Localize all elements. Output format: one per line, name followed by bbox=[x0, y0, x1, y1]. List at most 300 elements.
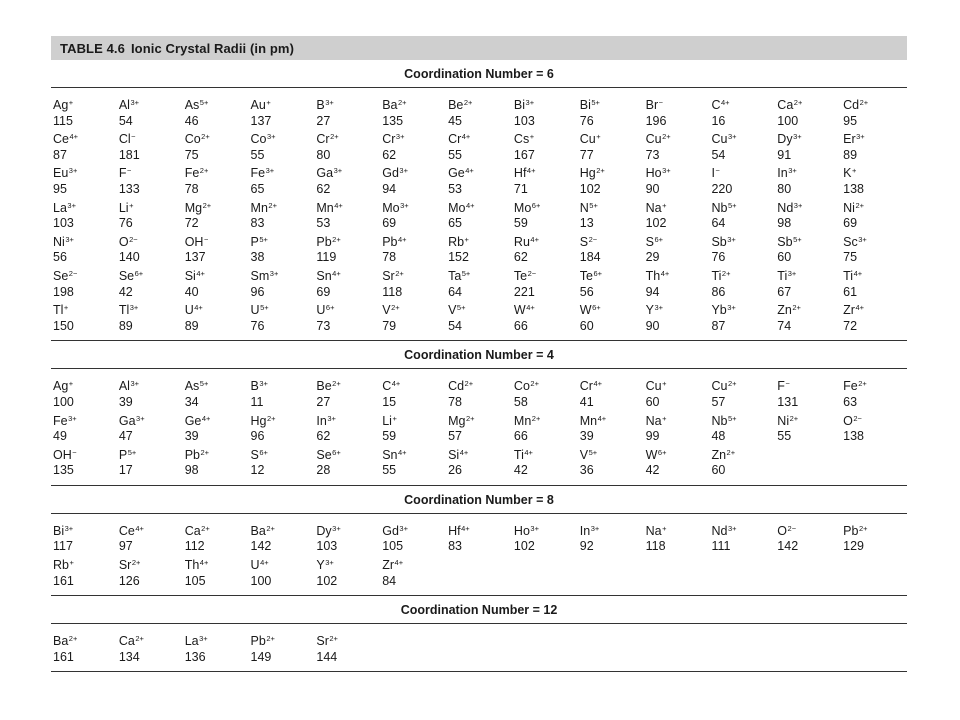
element-symbol: Hf bbox=[448, 523, 461, 538]
radius-value: 89 bbox=[118, 318, 133, 333]
ion-cell bbox=[841, 198, 907, 232]
ion-symbol bbox=[580, 445, 644, 464]
ion-cell bbox=[709, 129, 775, 163]
radius-value: 142 bbox=[777, 539, 799, 554]
ion-cell bbox=[512, 266, 578, 300]
radius-value: 98 bbox=[777, 216, 792, 231]
element-symbol: B bbox=[316, 98, 325, 112]
radius-value: 55 bbox=[448, 147, 462, 162]
table-body bbox=[51, 60, 907, 672]
radius-value: 39 bbox=[184, 429, 199, 444]
ion-cell bbox=[314, 163, 380, 197]
ion-symbol bbox=[448, 300, 512, 319]
element-symbol: Ho bbox=[645, 166, 662, 181]
radius-value: 53 bbox=[448, 181, 462, 196]
ion-charge: 3+ bbox=[67, 200, 76, 210]
element-symbol: Cr bbox=[382, 132, 396, 147]
ion-cell bbox=[446, 411, 512, 445]
radius-value: 161 bbox=[53, 573, 74, 588]
element-symbol: Sn bbox=[316, 268, 332, 283]
ion-charge: 2+ bbox=[858, 523, 868, 533]
element-symbol: Mo bbox=[448, 200, 466, 215]
element-symbol: Ge bbox=[448, 166, 465, 181]
radius-value: 79 bbox=[382, 318, 397, 333]
radius-value: 69 bbox=[316, 284, 331, 299]
ion-symbol bbox=[119, 631, 183, 650]
ion-charge: 4+ bbox=[530, 234, 539, 244]
radius-value: 102 bbox=[579, 181, 601, 196]
table-label: TABLE 4.6 bbox=[60, 40, 125, 56]
element-symbol: Te bbox=[513, 268, 528, 283]
section-header: Coordination Number = 12 bbox=[51, 596, 907, 624]
ion-cell bbox=[644, 411, 710, 445]
ion-charge: 2+ bbox=[268, 200, 277, 210]
ion-cell bbox=[314, 411, 380, 445]
element-symbol: Pb bbox=[184, 447, 200, 462]
element-symbol: As bbox=[184, 379, 200, 394]
ion-symbol bbox=[382, 445, 446, 464]
ion-charge: 2+ bbox=[266, 523, 275, 533]
element-symbol: Fe bbox=[53, 413, 68, 428]
ion-charge: 5+ bbox=[589, 200, 598, 210]
ion-cell bbox=[314, 445, 380, 479]
ion-cell bbox=[775, 129, 841, 163]
ion-charge: + bbox=[662, 523, 667, 533]
radius-value: 152 bbox=[448, 250, 469, 265]
ion-cell bbox=[380, 555, 446, 589]
element-symbol: Pb bbox=[316, 234, 332, 249]
ion-charge: 6+ bbox=[325, 303, 335, 313]
element-symbol: Y bbox=[645, 303, 654, 318]
ion-charge: 2− bbox=[588, 234, 598, 244]
element-symbol: Sb bbox=[777, 234, 793, 249]
element-symbol: Na bbox=[645, 200, 662, 215]
radius-value: 138 bbox=[843, 429, 864, 444]
ion-symbol bbox=[580, 232, 644, 251]
element-symbol: Co bbox=[513, 379, 530, 394]
radius-value: 72 bbox=[843, 318, 858, 333]
ion-symbol bbox=[53, 376, 117, 395]
ion-symbol bbox=[185, 300, 249, 319]
section-grid bbox=[51, 514, 907, 596]
radius-value: 87 bbox=[711, 318, 726, 333]
radius-value: 118 bbox=[382, 284, 403, 299]
element-symbol: N bbox=[579, 200, 589, 215]
ion-cell bbox=[51, 266, 117, 300]
ion-symbol bbox=[843, 95, 907, 114]
radius-value: 80 bbox=[316, 147, 331, 162]
ion-cell bbox=[51, 198, 117, 232]
ion-symbol bbox=[185, 521, 249, 540]
ion-symbol bbox=[382, 266, 446, 285]
ion-cell bbox=[117, 266, 183, 300]
element-symbol: Na bbox=[645, 523, 662, 538]
radius-value: 83 bbox=[250, 216, 265, 231]
ion-charge: 3+ bbox=[64, 523, 74, 533]
ion-cell bbox=[183, 163, 249, 197]
radius-value: 28 bbox=[316, 463, 331, 478]
ion-symbol bbox=[185, 376, 249, 395]
ion-charge: 4+ bbox=[526, 166, 536, 176]
radius-value: 100 bbox=[53, 394, 74, 409]
ion-cell bbox=[380, 300, 446, 334]
ion-cell bbox=[578, 521, 644, 555]
element-symbol: Co bbox=[250, 132, 267, 147]
element-symbol: OH bbox=[184, 234, 204, 249]
element-symbol: Y bbox=[316, 558, 325, 573]
element-symbol: Cu bbox=[579, 132, 596, 147]
element-symbol: Sr bbox=[382, 268, 395, 283]
radius-value: 135 bbox=[382, 113, 404, 128]
ion-cell bbox=[512, 300, 578, 334]
radius-value: 13 bbox=[579, 216, 594, 231]
radius-value: 118 bbox=[645, 539, 666, 554]
ion-charge: − bbox=[72, 447, 77, 457]
section-header: Coordination Number = 8 bbox=[51, 486, 907, 514]
ion-cell bbox=[775, 521, 841, 555]
ion-symbol bbox=[514, 198, 578, 217]
element-symbol: Ba bbox=[53, 634, 69, 649]
element-symbol: Gd bbox=[382, 523, 399, 538]
ion-symbol bbox=[646, 445, 710, 464]
element-symbol: S bbox=[579, 234, 589, 249]
ion-cell bbox=[314, 232, 380, 266]
radius-value: 112 bbox=[184, 539, 205, 554]
ion-symbol bbox=[119, 521, 183, 540]
ion-cell bbox=[380, 521, 446, 555]
ion-charge: 3+ bbox=[129, 303, 139, 313]
ion-cell bbox=[644, 376, 710, 410]
ion-charge: − bbox=[785, 379, 790, 389]
ion-charge: 2+ bbox=[463, 98, 473, 107]
element-symbol: Rb bbox=[53, 558, 69, 573]
ion-cell bbox=[841, 163, 907, 197]
ion-charge: 3+ bbox=[68, 413, 77, 423]
ion-charge: 3+ bbox=[400, 200, 409, 210]
ion-symbol bbox=[53, 266, 117, 285]
ion-symbol bbox=[316, 555, 380, 574]
radius-value: 66 bbox=[513, 429, 528, 444]
radius-value: 73 bbox=[316, 318, 331, 333]
element-symbol: Bi bbox=[513, 98, 526, 112]
table-title: Ionic Crystal Radii (in pm) bbox=[130, 40, 295, 56]
ion-symbol bbox=[382, 300, 446, 319]
ion-cell bbox=[775, 411, 841, 445]
element-symbol: Mn bbox=[250, 200, 268, 215]
radius-value: 73 bbox=[645, 147, 660, 162]
element-symbol: Sm bbox=[250, 268, 270, 283]
radius-value: 96 bbox=[250, 429, 265, 444]
ion-charge: 4+ bbox=[593, 379, 603, 389]
ion-symbol bbox=[316, 445, 380, 464]
radius-value: 75 bbox=[184, 147, 199, 162]
element-symbol: W bbox=[579, 303, 592, 318]
ion-charge: 4+ bbox=[398, 447, 407, 457]
element-symbol: Sn bbox=[382, 447, 398, 462]
ion-charge: 3+ bbox=[525, 98, 535, 107]
radius-value: 16 bbox=[711, 113, 726, 128]
ion-charge: 2+ bbox=[330, 132, 339, 142]
radius-value: 64 bbox=[448, 284, 462, 299]
element-symbol: In bbox=[316, 413, 327, 428]
ion-symbol bbox=[185, 198, 249, 217]
ion-charge: 5+ bbox=[727, 200, 737, 210]
ion-symbol bbox=[119, 445, 183, 464]
ion-cell bbox=[446, 232, 512, 266]
ion-cell bbox=[314, 198, 380, 232]
radius-value: 60 bbox=[711, 463, 726, 478]
ion-charge: 4+ bbox=[334, 200, 343, 210]
radius-value: 102 bbox=[513, 539, 535, 554]
ion-charge: 2+ bbox=[398, 98, 407, 107]
ion-symbol bbox=[185, 95, 249, 114]
radius-value: 94 bbox=[645, 284, 660, 299]
ion-cell bbox=[117, 555, 183, 589]
ion-symbol bbox=[119, 129, 183, 148]
ion-cell bbox=[446, 95, 512, 129]
ion-symbol bbox=[316, 631, 380, 650]
ion-charge: 4+ bbox=[199, 558, 209, 568]
ion-charge: 3+ bbox=[727, 303, 736, 313]
radius-value: 57 bbox=[711, 394, 726, 409]
ion-symbol bbox=[448, 95, 512, 114]
ion-cell bbox=[775, 376, 841, 410]
ion-symbol bbox=[646, 521, 710, 540]
element-symbol: Sr bbox=[316, 634, 329, 649]
ion-charge: 3+ bbox=[65, 234, 74, 244]
ion-symbol bbox=[514, 411, 578, 430]
ion-charge: 4+ bbox=[332, 268, 341, 278]
ion-cell bbox=[314, 555, 380, 589]
ion-charge: 2− bbox=[129, 234, 138, 244]
radius-value: 135 bbox=[53, 463, 74, 478]
ion-charge: 4+ bbox=[461, 523, 470, 533]
ion-charge: 2+ bbox=[200, 447, 210, 457]
ion-symbol bbox=[514, 129, 578, 148]
radius-value: 62 bbox=[513, 250, 528, 265]
element-symbol: Nd bbox=[711, 523, 728, 538]
ion-symbol bbox=[777, 376, 841, 395]
radius-value: 134 bbox=[118, 649, 140, 664]
radius-value: 149 bbox=[250, 649, 272, 664]
ion-charge: 3+ bbox=[654, 303, 664, 313]
ion-cell bbox=[841, 411, 907, 445]
radius-value: 100 bbox=[777, 113, 799, 128]
element-symbol: P bbox=[118, 447, 128, 462]
ion-charge: 3+ bbox=[267, 132, 276, 142]
radius-value: 48 bbox=[711, 429, 726, 444]
ion-charge: + bbox=[662, 413, 667, 423]
ion-cell bbox=[183, 300, 249, 334]
ion-charge: 4+ bbox=[526, 303, 535, 313]
ion-charge: 2+ bbox=[68, 634, 78, 644]
radius-value: 136 bbox=[184, 649, 206, 664]
ion-symbol bbox=[316, 300, 380, 319]
radius-value: 137 bbox=[184, 250, 206, 265]
element-symbol: Ge bbox=[184, 413, 202, 428]
radius-value: 117 bbox=[53, 539, 73, 554]
ion-symbol bbox=[448, 411, 512, 430]
ion-charge: 3+ bbox=[727, 132, 737, 142]
ion-cell bbox=[183, 232, 249, 266]
element-symbol: U bbox=[250, 558, 260, 573]
ion-symbol bbox=[514, 521, 578, 540]
ion-cell bbox=[775, 300, 841, 334]
ion-cell bbox=[51, 555, 117, 589]
radius-value: 45 bbox=[448, 113, 462, 128]
ion-symbol bbox=[580, 376, 644, 395]
element-symbol: Cr bbox=[448, 132, 462, 147]
element-symbol: Bi bbox=[53, 523, 65, 538]
ion-cell bbox=[51, 521, 117, 555]
element-symbol: Th bbox=[645, 268, 661, 283]
ion-charge: 2+ bbox=[859, 98, 869, 107]
ion-cell bbox=[314, 300, 380, 334]
element-symbol: In bbox=[579, 523, 591, 538]
ion-symbol bbox=[185, 555, 249, 574]
ion-symbol bbox=[119, 376, 183, 395]
radius-value: 39 bbox=[118, 394, 133, 409]
element-symbol: Be bbox=[448, 98, 464, 112]
ion-charge: 4+ bbox=[597, 413, 607, 423]
ion-symbol bbox=[251, 266, 315, 285]
ion-cell bbox=[314, 521, 380, 555]
ion-charge: 4+ bbox=[461, 132, 471, 142]
radius-value: 57 bbox=[448, 429, 462, 444]
radius-value: 17 bbox=[118, 463, 133, 478]
radius-value: 49 bbox=[53, 429, 67, 444]
ion-charge: 3+ bbox=[399, 166, 408, 176]
radius-value: 80 bbox=[777, 181, 792, 196]
radius-value: 60 bbox=[579, 318, 594, 333]
element-symbol: Nb bbox=[711, 413, 728, 428]
ion-symbol bbox=[382, 232, 446, 251]
radius-value: 119 bbox=[316, 250, 337, 265]
ion-cell bbox=[446, 521, 512, 555]
ion-cell bbox=[117, 232, 183, 266]
element-symbol: Se bbox=[118, 268, 135, 283]
ion-charge: 2− bbox=[527, 268, 537, 278]
element-symbol: La bbox=[184, 634, 199, 649]
element-symbol: Ho bbox=[513, 523, 530, 538]
ion-charge: 4+ bbox=[398, 234, 407, 244]
ion-charge: − bbox=[658, 98, 663, 107]
ion-cell bbox=[578, 232, 644, 266]
element-symbol: OH bbox=[53, 447, 72, 462]
ion-cell bbox=[249, 555, 315, 589]
element-symbol: U bbox=[184, 303, 194, 318]
radius-value: 126 bbox=[118, 573, 140, 588]
ion-charge: 3+ bbox=[259, 379, 268, 389]
ion-symbol bbox=[119, 163, 183, 182]
ion-charge: 4+ bbox=[459, 447, 469, 457]
ion-symbol bbox=[777, 95, 841, 114]
ion-symbol bbox=[251, 445, 315, 464]
ion-symbol bbox=[777, 300, 841, 319]
ion-symbol bbox=[53, 445, 117, 464]
ion-symbol bbox=[843, 266, 907, 285]
ion-symbol bbox=[53, 198, 117, 217]
ion-charge: 2+ bbox=[266, 634, 275, 644]
element-symbol: La bbox=[53, 200, 67, 215]
radius-value: 131 bbox=[777, 394, 799, 409]
element-symbol: Al bbox=[118, 379, 130, 394]
section-grid bbox=[51, 624, 907, 672]
ion-cell bbox=[249, 95, 315, 129]
ion-charge: 2+ bbox=[199, 166, 209, 176]
element-symbol: Sb bbox=[711, 234, 727, 249]
ion-cell bbox=[775, 163, 841, 197]
ion-charge: 3+ bbox=[136, 413, 145, 423]
ion-cell bbox=[183, 266, 249, 300]
ion-symbol bbox=[448, 163, 512, 182]
section-header: Coordination Number = 6 bbox=[51, 60, 907, 88]
ion-symbol bbox=[777, 198, 841, 217]
ion-cell bbox=[183, 631, 249, 665]
element-symbol: C bbox=[711, 98, 721, 112]
ion-charge: 4+ bbox=[135, 523, 144, 533]
ion-charge: 3+ bbox=[793, 200, 803, 210]
ion-symbol bbox=[251, 232, 315, 251]
element-symbol: Ti bbox=[711, 268, 722, 283]
ion-symbol bbox=[185, 163, 249, 182]
ion-symbol bbox=[53, 232, 117, 251]
ion-charge: − bbox=[715, 166, 720, 176]
ion-symbol bbox=[119, 266, 183, 285]
radius-value: 56 bbox=[53, 250, 67, 265]
ion-symbol bbox=[382, 555, 446, 574]
ion-cell bbox=[380, 163, 446, 197]
radius-value: 138 bbox=[843, 181, 864, 196]
ion-symbol bbox=[185, 232, 249, 251]
ion-charge: + bbox=[69, 558, 74, 568]
ion-cell bbox=[644, 232, 710, 266]
ion-symbol bbox=[580, 198, 644, 217]
element-symbol: Rb bbox=[448, 234, 465, 249]
ion-charge: 2− bbox=[68, 268, 78, 278]
ion-charge: 4+ bbox=[69, 132, 79, 142]
ion-cell bbox=[183, 411, 249, 445]
element-symbol: C bbox=[382, 379, 392, 394]
radius-value: 72 bbox=[184, 216, 199, 231]
ion-charge: 5+ bbox=[588, 447, 598, 457]
radius-value: 67 bbox=[777, 284, 792, 299]
ion-charge: + bbox=[266, 98, 271, 107]
element-symbol: Cu bbox=[711, 132, 728, 147]
radius-value: 84 bbox=[382, 573, 397, 588]
ion-charge: 2+ bbox=[202, 200, 212, 210]
ion-cell bbox=[446, 300, 512, 334]
ion-charge: 3+ bbox=[130, 98, 140, 107]
ion-charge: − bbox=[126, 166, 132, 176]
ion-symbol bbox=[711, 266, 775, 285]
ion-charge: 2+ bbox=[858, 379, 867, 389]
ion-cell bbox=[380, 129, 446, 163]
ion-charge: 3+ bbox=[332, 523, 341, 533]
ion-cell bbox=[644, 129, 710, 163]
ion-symbol bbox=[843, 232, 907, 251]
element-symbol: O bbox=[777, 523, 788, 538]
ion-symbol bbox=[119, 300, 183, 319]
ion-symbol bbox=[251, 163, 315, 182]
ion-charge: + bbox=[464, 234, 469, 244]
radius-value: 61 bbox=[843, 284, 858, 299]
ion-cell bbox=[51, 163, 117, 197]
element-symbol: Cl bbox=[118, 132, 131, 147]
radius-value: 103 bbox=[53, 216, 74, 231]
radius-value: 53 bbox=[316, 216, 331, 231]
element-symbol: Mn bbox=[513, 413, 532, 428]
